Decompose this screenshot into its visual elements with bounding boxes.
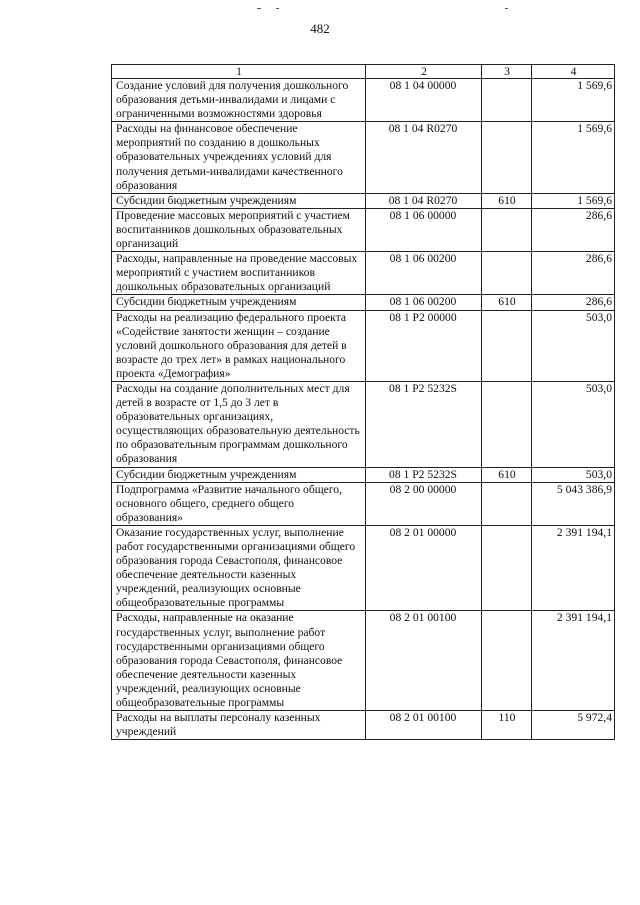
row-amount: 1 569,6 xyxy=(532,193,615,208)
table-header-row xyxy=(112,65,615,79)
row-amount: 5 972,4 xyxy=(532,711,615,740)
table-row xyxy=(112,208,615,251)
row-code: 08 2 01 00000 xyxy=(366,525,482,611)
row-code: 08 1 P2 5232S xyxy=(366,467,482,482)
row-name: Субсидии бюджетным учреждениям xyxy=(112,193,366,208)
row-type xyxy=(482,310,532,381)
row-name: Субсидии бюджетным учреждениям xyxy=(112,295,366,310)
scan-mark xyxy=(257,8,261,9)
row-amount: 286,6 xyxy=(532,295,615,310)
row-code: 08 1 06 00200 xyxy=(366,252,482,295)
table-row xyxy=(112,467,615,482)
row-name: Оказание государственных услуг, выполнение работ государственными организациями общего образования города Севастополя, финансовое обеспечение деятельности казенных учреждений, реализующих основные общеобразовательные программы xyxy=(112,525,366,611)
row-name: Расходы, направленные на проведение массовых мероприятий с участием воспитанников дошкольных образовательных организаций xyxy=(112,252,366,295)
row-amount: 1 569,6 xyxy=(532,79,615,122)
row-name: Расходы на выплаты персоналу казенных учреждений xyxy=(112,711,366,740)
budget-table xyxy=(111,64,615,740)
table-row xyxy=(112,193,615,208)
row-amount: 503,0 xyxy=(532,310,615,381)
table-row xyxy=(112,381,615,467)
row-code: 08 1 04 R0270 xyxy=(366,193,482,208)
column-header: 1 xyxy=(112,65,366,79)
row-code: 08 2 01 00100 xyxy=(366,611,482,711)
row-name: Расходы на финансовое обеспечение мероприятий по созданию в дошкольных образовательных учреждениях условий для получения детьми-инвалидами качественного образования xyxy=(112,122,366,193)
table-row xyxy=(112,295,615,310)
row-name: Расходы на реализацию федерального проекта «Содействие занятости женщин – создание условий дошкольного образования для детей в возрасте до трех лет» в рамках национального проекта «Демография» xyxy=(112,310,366,381)
row-type: 610 xyxy=(482,295,532,310)
row-code: 08 1 06 00000 xyxy=(366,208,482,251)
row-code: 08 1 04 00000 xyxy=(366,79,482,122)
row-code: 08 1 P2 00000 xyxy=(366,310,482,381)
row-amount: 286,6 xyxy=(532,208,615,251)
row-type xyxy=(482,482,532,525)
row-code: 08 1 04 R0270 xyxy=(366,122,482,193)
table-row xyxy=(112,482,615,525)
row-code: 08 1 06 00200 xyxy=(366,295,482,310)
row-name: Расходы, направленные на оказание государственных услуг, выполнение работ государственными организациями общего образования города Севастополя, финансовое обеспечение деятельности казенных учреждений, реализующих основные общеобразовательные программы xyxy=(112,611,366,711)
row-type xyxy=(482,208,532,251)
row-type xyxy=(482,525,532,611)
row-name: Проведение массовых мероприятий с участием воспитанников дошкольных образовательных организаций xyxy=(112,208,366,251)
row-name: Субсидии бюджетным учреждениям xyxy=(112,467,366,482)
table-row xyxy=(112,611,615,711)
table-row xyxy=(112,122,615,193)
row-code: 08 2 00 00000 xyxy=(366,482,482,525)
column-header: 2 xyxy=(366,65,482,79)
row-name: Расходы на создание дополнительных мест для детей в возрасте от 1,5 до 3 лет в образовательных организациях, осуществляющих образовательную деятельность по образовательным программам дошкольного образования xyxy=(112,381,366,467)
row-type xyxy=(482,611,532,711)
row-type xyxy=(482,122,532,193)
column-header: 3 xyxy=(482,65,532,79)
row-amount: 503,0 xyxy=(532,467,615,482)
row-amount: 503,0 xyxy=(532,381,615,467)
table-row xyxy=(112,525,615,611)
row-amount: 5 043 386,9 xyxy=(532,482,615,525)
row-amount: 2 391 194,1 xyxy=(532,611,615,711)
table-row xyxy=(112,79,615,122)
table-row xyxy=(112,252,615,295)
page-number: 482 xyxy=(310,21,330,36)
row-name: Подпрограмма «Развитие начального общего, основного общего, среднего общего образования» xyxy=(112,482,366,525)
table-row xyxy=(112,711,615,740)
row-type xyxy=(482,79,532,122)
row-type: 610 xyxy=(482,467,532,482)
row-type xyxy=(482,252,532,295)
scan-mark xyxy=(505,8,508,9)
scan-mark xyxy=(276,8,279,9)
row-code: 08 1 P2 5232S xyxy=(366,381,482,467)
row-amount: 286,6 xyxy=(532,252,615,295)
row-name: Создание условий для получения дошкольного образования детьми-инвалидами и лицами с ограниченными возможностями здоровья xyxy=(112,79,366,122)
column-header: 4 xyxy=(532,65,615,79)
row-code: 08 2 01 00100 xyxy=(366,711,482,740)
row-type xyxy=(482,381,532,467)
row-type: 610 xyxy=(482,193,532,208)
row-type: 110 xyxy=(482,711,532,740)
row-amount: 2 391 194,1 xyxy=(532,525,615,611)
row-amount: 1 569,6 xyxy=(532,122,615,193)
table-row xyxy=(112,310,615,381)
